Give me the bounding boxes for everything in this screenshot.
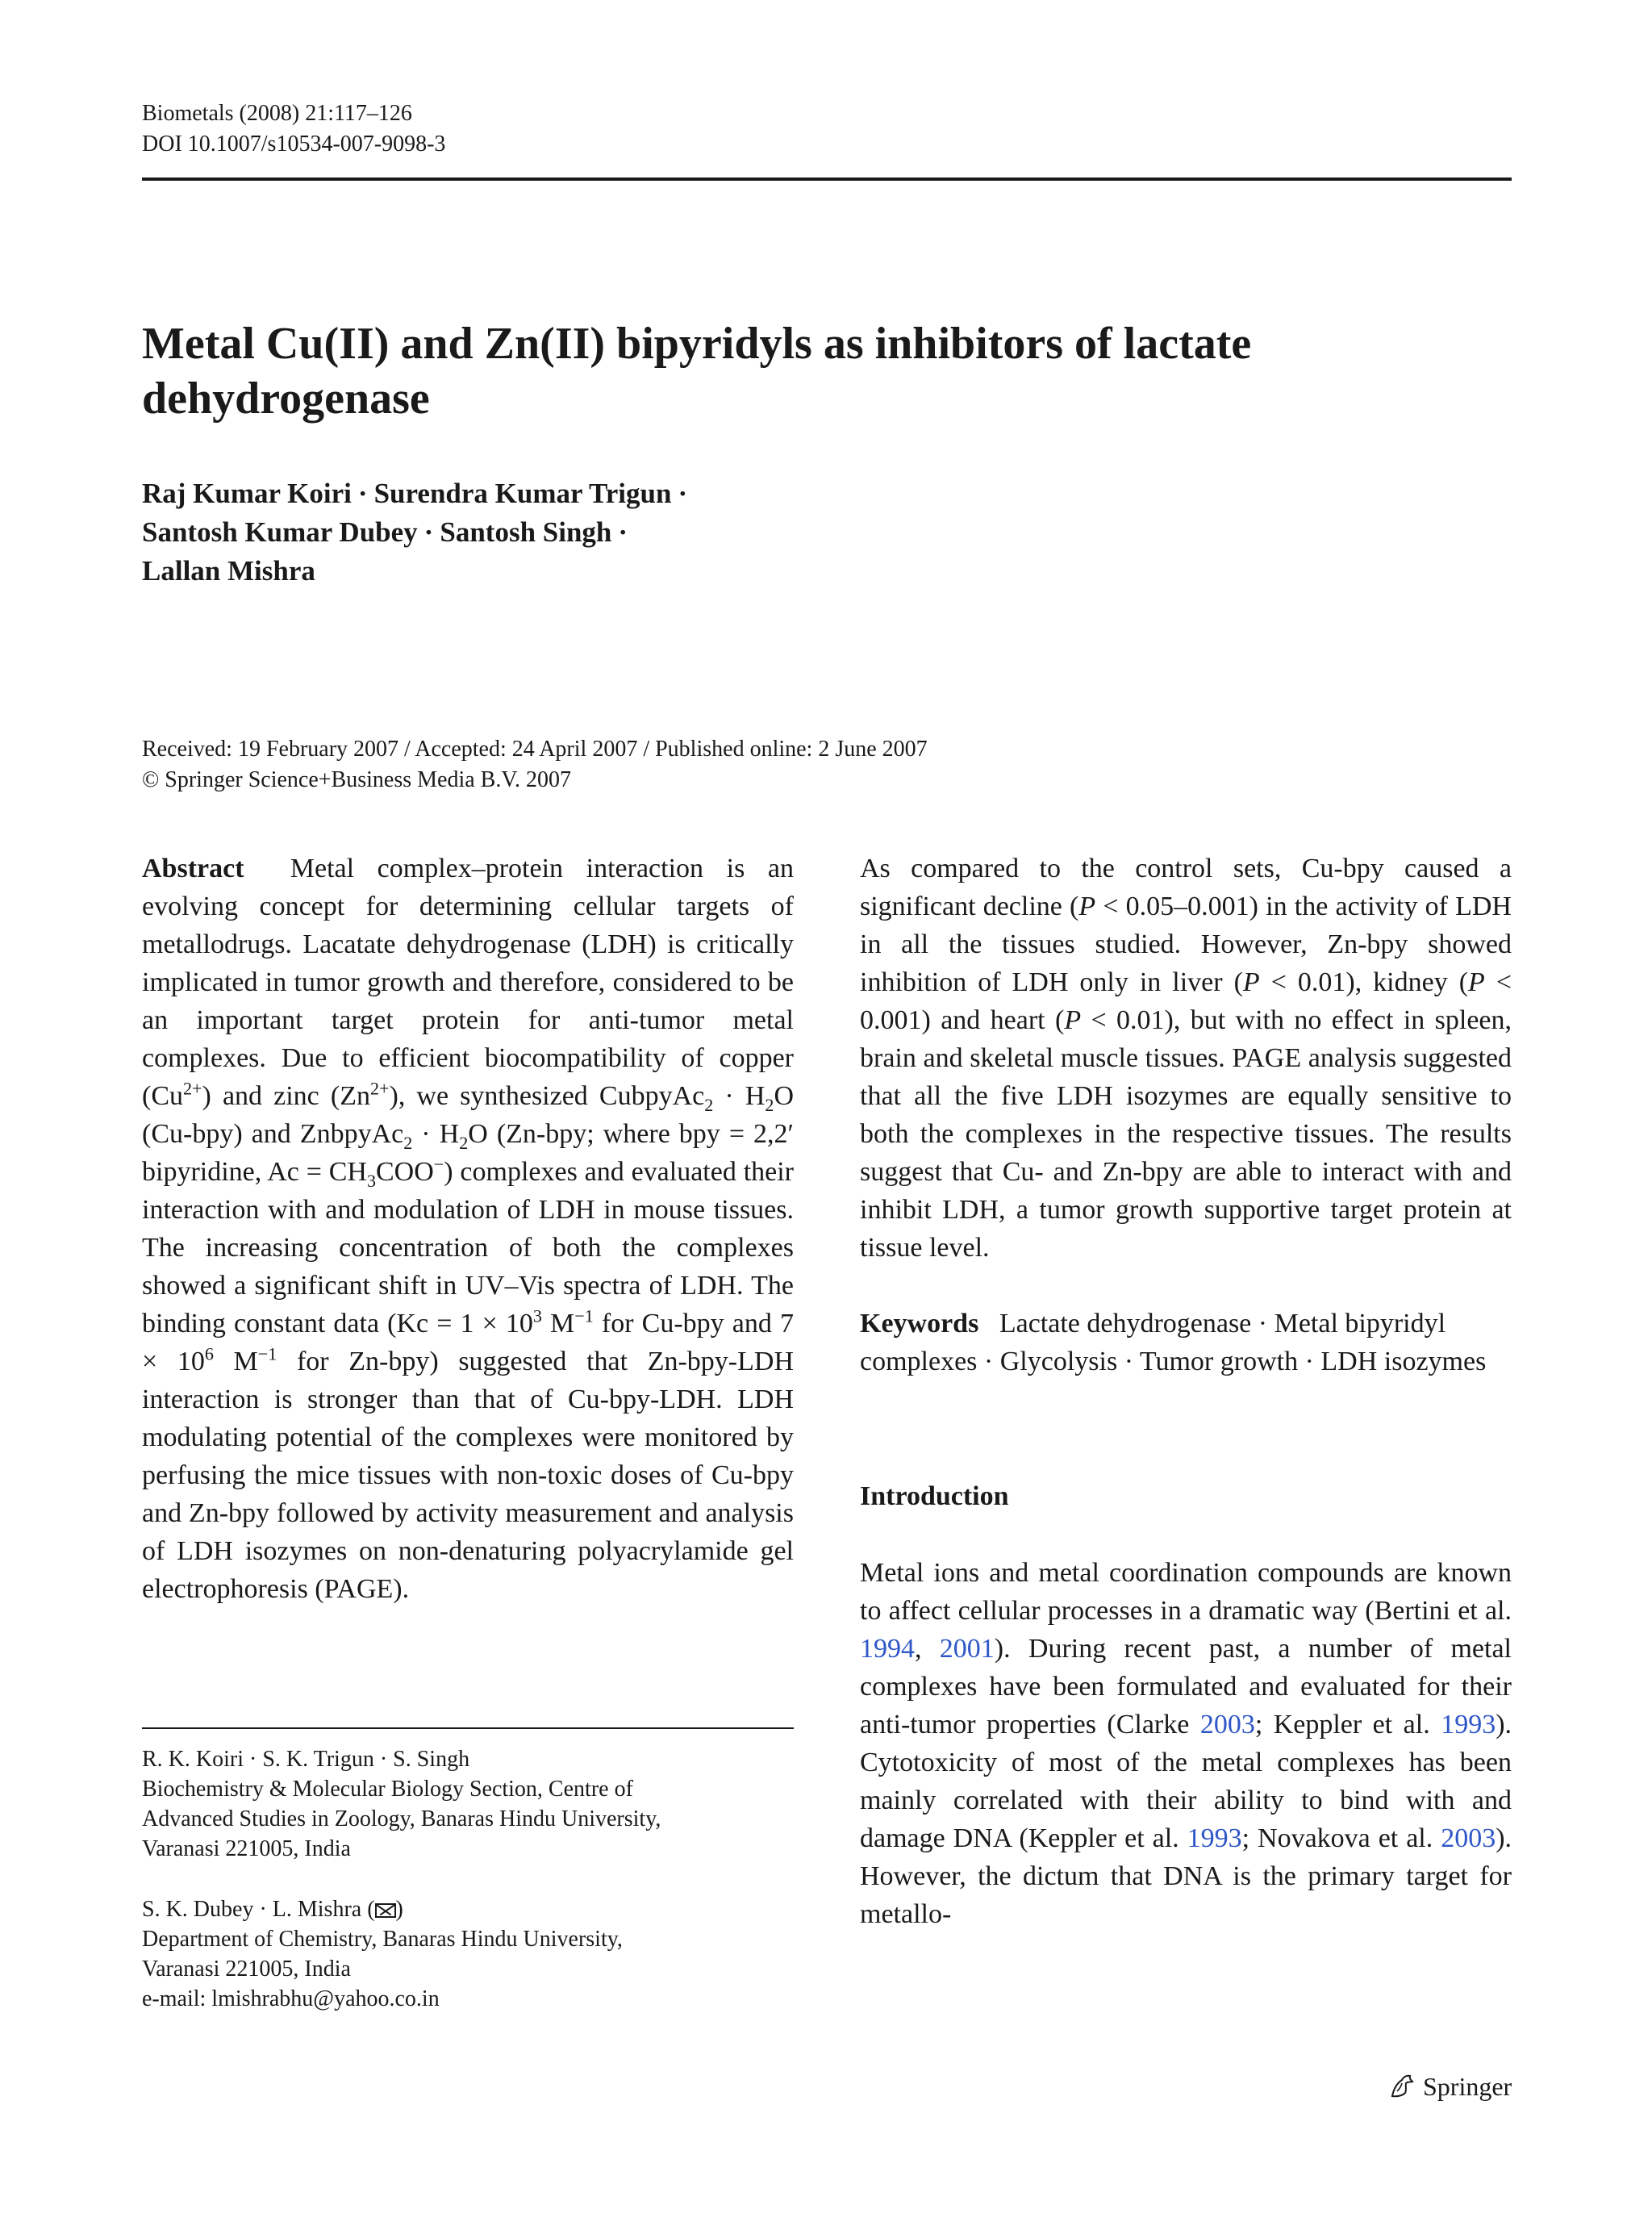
abstract-left-column	[142, 850, 794, 1608]
copyright: © Springer Science+Business Media B.V. 2007	[142, 767, 571, 792]
author: Lallan Mishra	[142, 555, 315, 587]
springer-horse-icon	[1387, 2072, 1416, 2101]
citation-link[interactable]: 2003	[1441, 1823, 1496, 1853]
corresponding-email[interactable]: e-mail: lmishrabhu@yahoo.co.in	[142, 1986, 440, 2011]
keyword: LDH isozymes	[1320, 1347, 1487, 1376]
introduction-text: Metal ions and metal coordination compounds are known to affect cellular processes in a dramatic way (Bertini et al. 1994, 2001). During recent past, a number of metal complexes have been formulated and evaluated for their anti-tumor properties (Clarke 2003; Keppler et al. 1993). Cytotoxicity of most of the metal complexes has been mainly correlated with their ability to bind with and damage DNA (Keppler et al. 1993; Novakova et al. 2003). However, the dictum that DNA is the primary target for metallo-	[860, 1558, 1512, 1929]
author: Raj Kumar Koiri	[142, 478, 352, 509]
published-date: Published online: 2 June 2007	[655, 737, 928, 762]
journal-header	[142, 98, 445, 160]
author: Surendra Kumar Trigun	[373, 478, 672, 509]
affiliation-zoology: R. K. Koiri · S. K. Trigun · S. Singh Biochemistry & Molecular Biology Section, Centre of Advanced Studies in Zoology, Banaras Hindu University, Varanasi 221005, India	[142, 1747, 661, 1861]
keywords-label: Keywords	[860, 1309, 979, 1339]
publication-dates: Received: 19 February 2007 / Accepted: 24 April 2007 / Published online: 2 June 2007 © Springer Science+Business Media B.V. 2007	[142, 734, 1352, 796]
doi: DOI 10.1007/s10534-007-9098-3	[142, 132, 446, 157]
received-date: Received: 19 February 2007	[142, 737, 399, 762]
publisher-footer	[1387, 2070, 1512, 2103]
header-rule	[142, 177, 1512, 181]
abstract-continued: As compared to the control sets, Cu-bpy caused a significant decline (P < 0.05–0.001) in the activity of LDH in all the tissues studied. However, Zn-bpy showed inhibition of LDH only in liver (P < 0.01), kidney (P < 0.001) and heart (P < 0.01), but with no effect in spleen, brain and skeletal muscle tissues. PAGE analysis suggested that all the five LDH isozymes are equally sensitive to both the complexes in the respective tissues. The results suggest that Cu- and Zn-bpy are able to interact with and inhibit LDH, a tumor growth supportive target protein at tissue level.	[860, 854, 1512, 1263]
keyword: Tumor growth	[1139, 1347, 1299, 1376]
affiliation-rule	[142, 1727, 794, 1729]
affiliation-chemistry: S. K. Dubey · L. Mishra ( ) Department of Chemistry, Banaras Hindu University, Varanasi 221005, India e-mail: lmishrabhu@yahoo.co.in	[142, 1894, 794, 2014]
author: Santosh Kumar Dubey	[142, 516, 418, 548]
accepted-date: Accepted: 24 April 2007	[415, 737, 638, 762]
introduction-heading: Introduction	[860, 1481, 1009, 1511]
keywords: Keywords Lactate dehydrogenase · Metal bipyridyl complexes · Glycolysis · Tumor growth · LDH isozymes	[860, 1309, 1487, 1376]
abstract-label: Abstract	[142, 854, 244, 883]
envelope-icon	[375, 1903, 396, 1918]
journal-citation: Biometals (2008) 21:117–126	[142, 101, 412, 126]
right-column	[860, 850, 1512, 1933]
author-list: Raj Kumar Koiri · Surendra Kumar Trigun · Santosh Kumar Dubey · Santosh Singh · Lallan Mishra	[142, 478, 688, 587]
keyword: Lactate dehydrogenase	[999, 1309, 1252, 1339]
abstract-text: Abstract Metal complex–protein interaction is an evolving concept for determining cellular targets of metallodrugs. Lacatate dehydrogenase (LDH) is critically implicated in tumor growth and therefore, considered to be an important target protein for anti-tumor metal complexes. Due to efficient biocompatibility of copper $(Cu^{2+})$ and zinc $(Zn^{2+})$, we synthesized CubpyAc$_2$ · $H_2O$ (Cu-bpy) and ZnbpyAc$_2$ · $H_2O$ (Zn-bpy; where bpy = 2,2′ bipyridine, $Ac = CH_3COO^-$) complexes and evaluated their interaction with and modulation of LDH in mouse tissues. The increasing concentration of both the complexes showed a significant shift in UV–Vis spectra of LDH. The binding constant data ($Kc = 1 \times 10^3$ $M^{-1}$ for Cu-bpy and $7 \times 10^6$ $M^{-1}$ for Zn-bpy) suggested that Zn-bpy-LDH interaction is stronger than that of Cu-bpy-LDH. LDH modulating potential of the complexes were monitored by perfusing the mice tissues with non-toxic doses of Cu-bpy and Zn-bpy followed by activity measurement and analysis of LDH isozymes on non-denaturing polyacrylamide gel electrophoresis (PAGE).	[142, 854, 795, 1604]
keyword: Glycolysis	[999, 1347, 1118, 1376]
citation-link[interactable]: 1993	[1441, 1710, 1496, 1739]
citation-link[interactable]: 1994	[860, 1634, 915, 1664]
article-title: Metal Cu(II) and Zn(II) bipyridyls as inhibitors of lactate dehydrogenase	[142, 319, 1252, 424]
publisher-name: Springer	[1423, 2072, 1512, 2101]
author: Santosh Singh	[440, 516, 612, 548]
citation-link[interactable]: 1993	[1187, 1823, 1242, 1853]
keyword: Metal bipyridyl complexes	[860, 1309, 1446, 1376]
citation-link[interactable]: 2003	[1199, 1710, 1255, 1739]
citation-link[interactable]: 2001	[939, 1634, 995, 1664]
